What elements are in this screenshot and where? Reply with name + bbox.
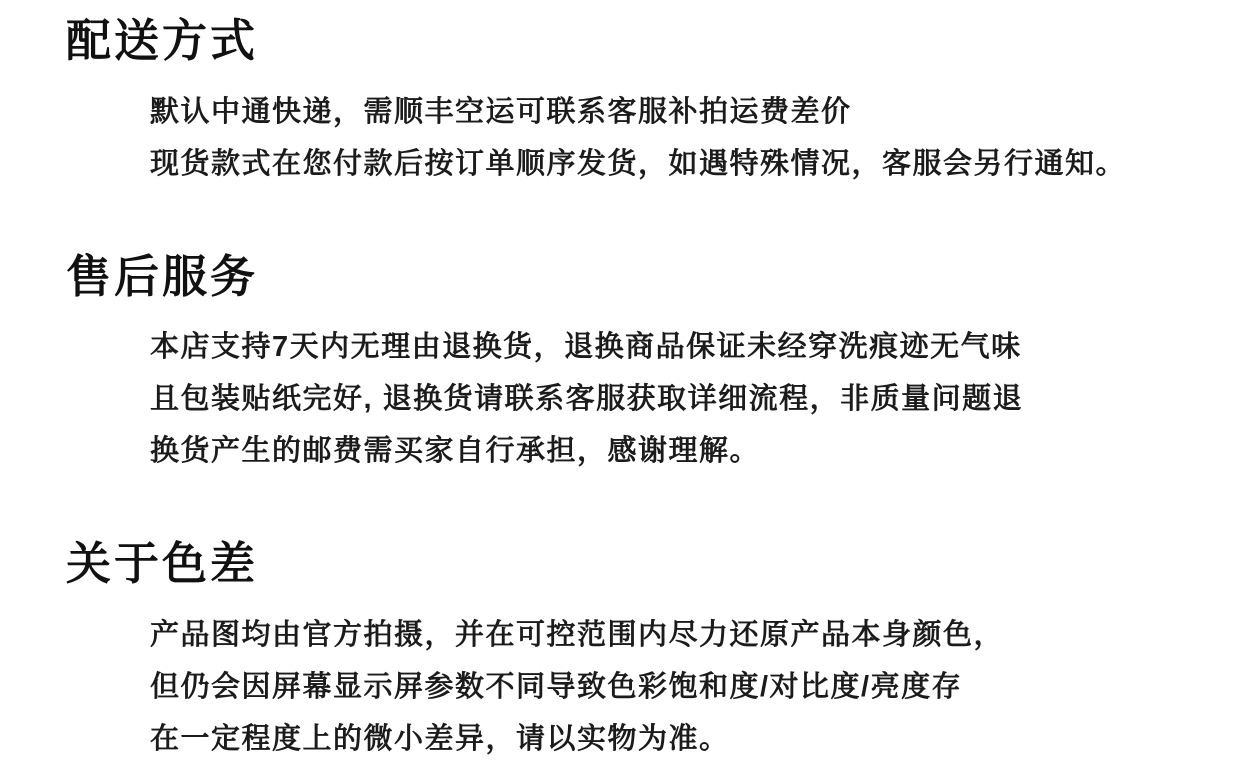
after-sales-body xyxy=(150,321,1200,477)
shipping-method-line-1: 默认中通快递，需顺丰空运可联系客服补拍运费差价 xyxy=(150,95,852,128)
shipping-method-line-2: 现货款式在您付款后按订单顺序发货，如遇特殊情况，客服会另行通知。 xyxy=(150,147,1127,180)
after-sales-line-2: 且包装贴纸完好, 退换货请联系客服获取详细流程，非质量问题退 xyxy=(150,383,1024,415)
section-shipping-method xyxy=(66,16,1200,190)
color-difference-heading: 关于色差 xyxy=(66,538,259,589)
section-after-sales-service xyxy=(66,252,1200,478)
after-sales-line-1: 本店支持7天内无理由退换货，退换商品保证未经穿洗痕迹无气味 xyxy=(150,331,1022,363)
color-difference-line-2: 但仍会因屏幕显示屏参数不同导致色彩饱和度/对比度/亮度存 xyxy=(150,670,963,703)
color-difference-line-3: 在一定程度上的微小差异，请以实物为准。 xyxy=(150,722,730,755)
after-sales-line-3: 换货产生的邮费需买家自行承担，感谢理解。 xyxy=(150,435,761,467)
shipping-method-body xyxy=(150,86,1200,190)
color-difference-line-1: 产品图均由官方拍摄，并在可控范围内尽力还原产品本身颜色， xyxy=(150,618,1005,651)
after-sales-heading: 售后服务 xyxy=(66,250,259,302)
shipping-method-heading: 配送方式 xyxy=(66,15,259,66)
section-color-difference xyxy=(66,539,1200,765)
color-difference-body xyxy=(150,609,1200,765)
